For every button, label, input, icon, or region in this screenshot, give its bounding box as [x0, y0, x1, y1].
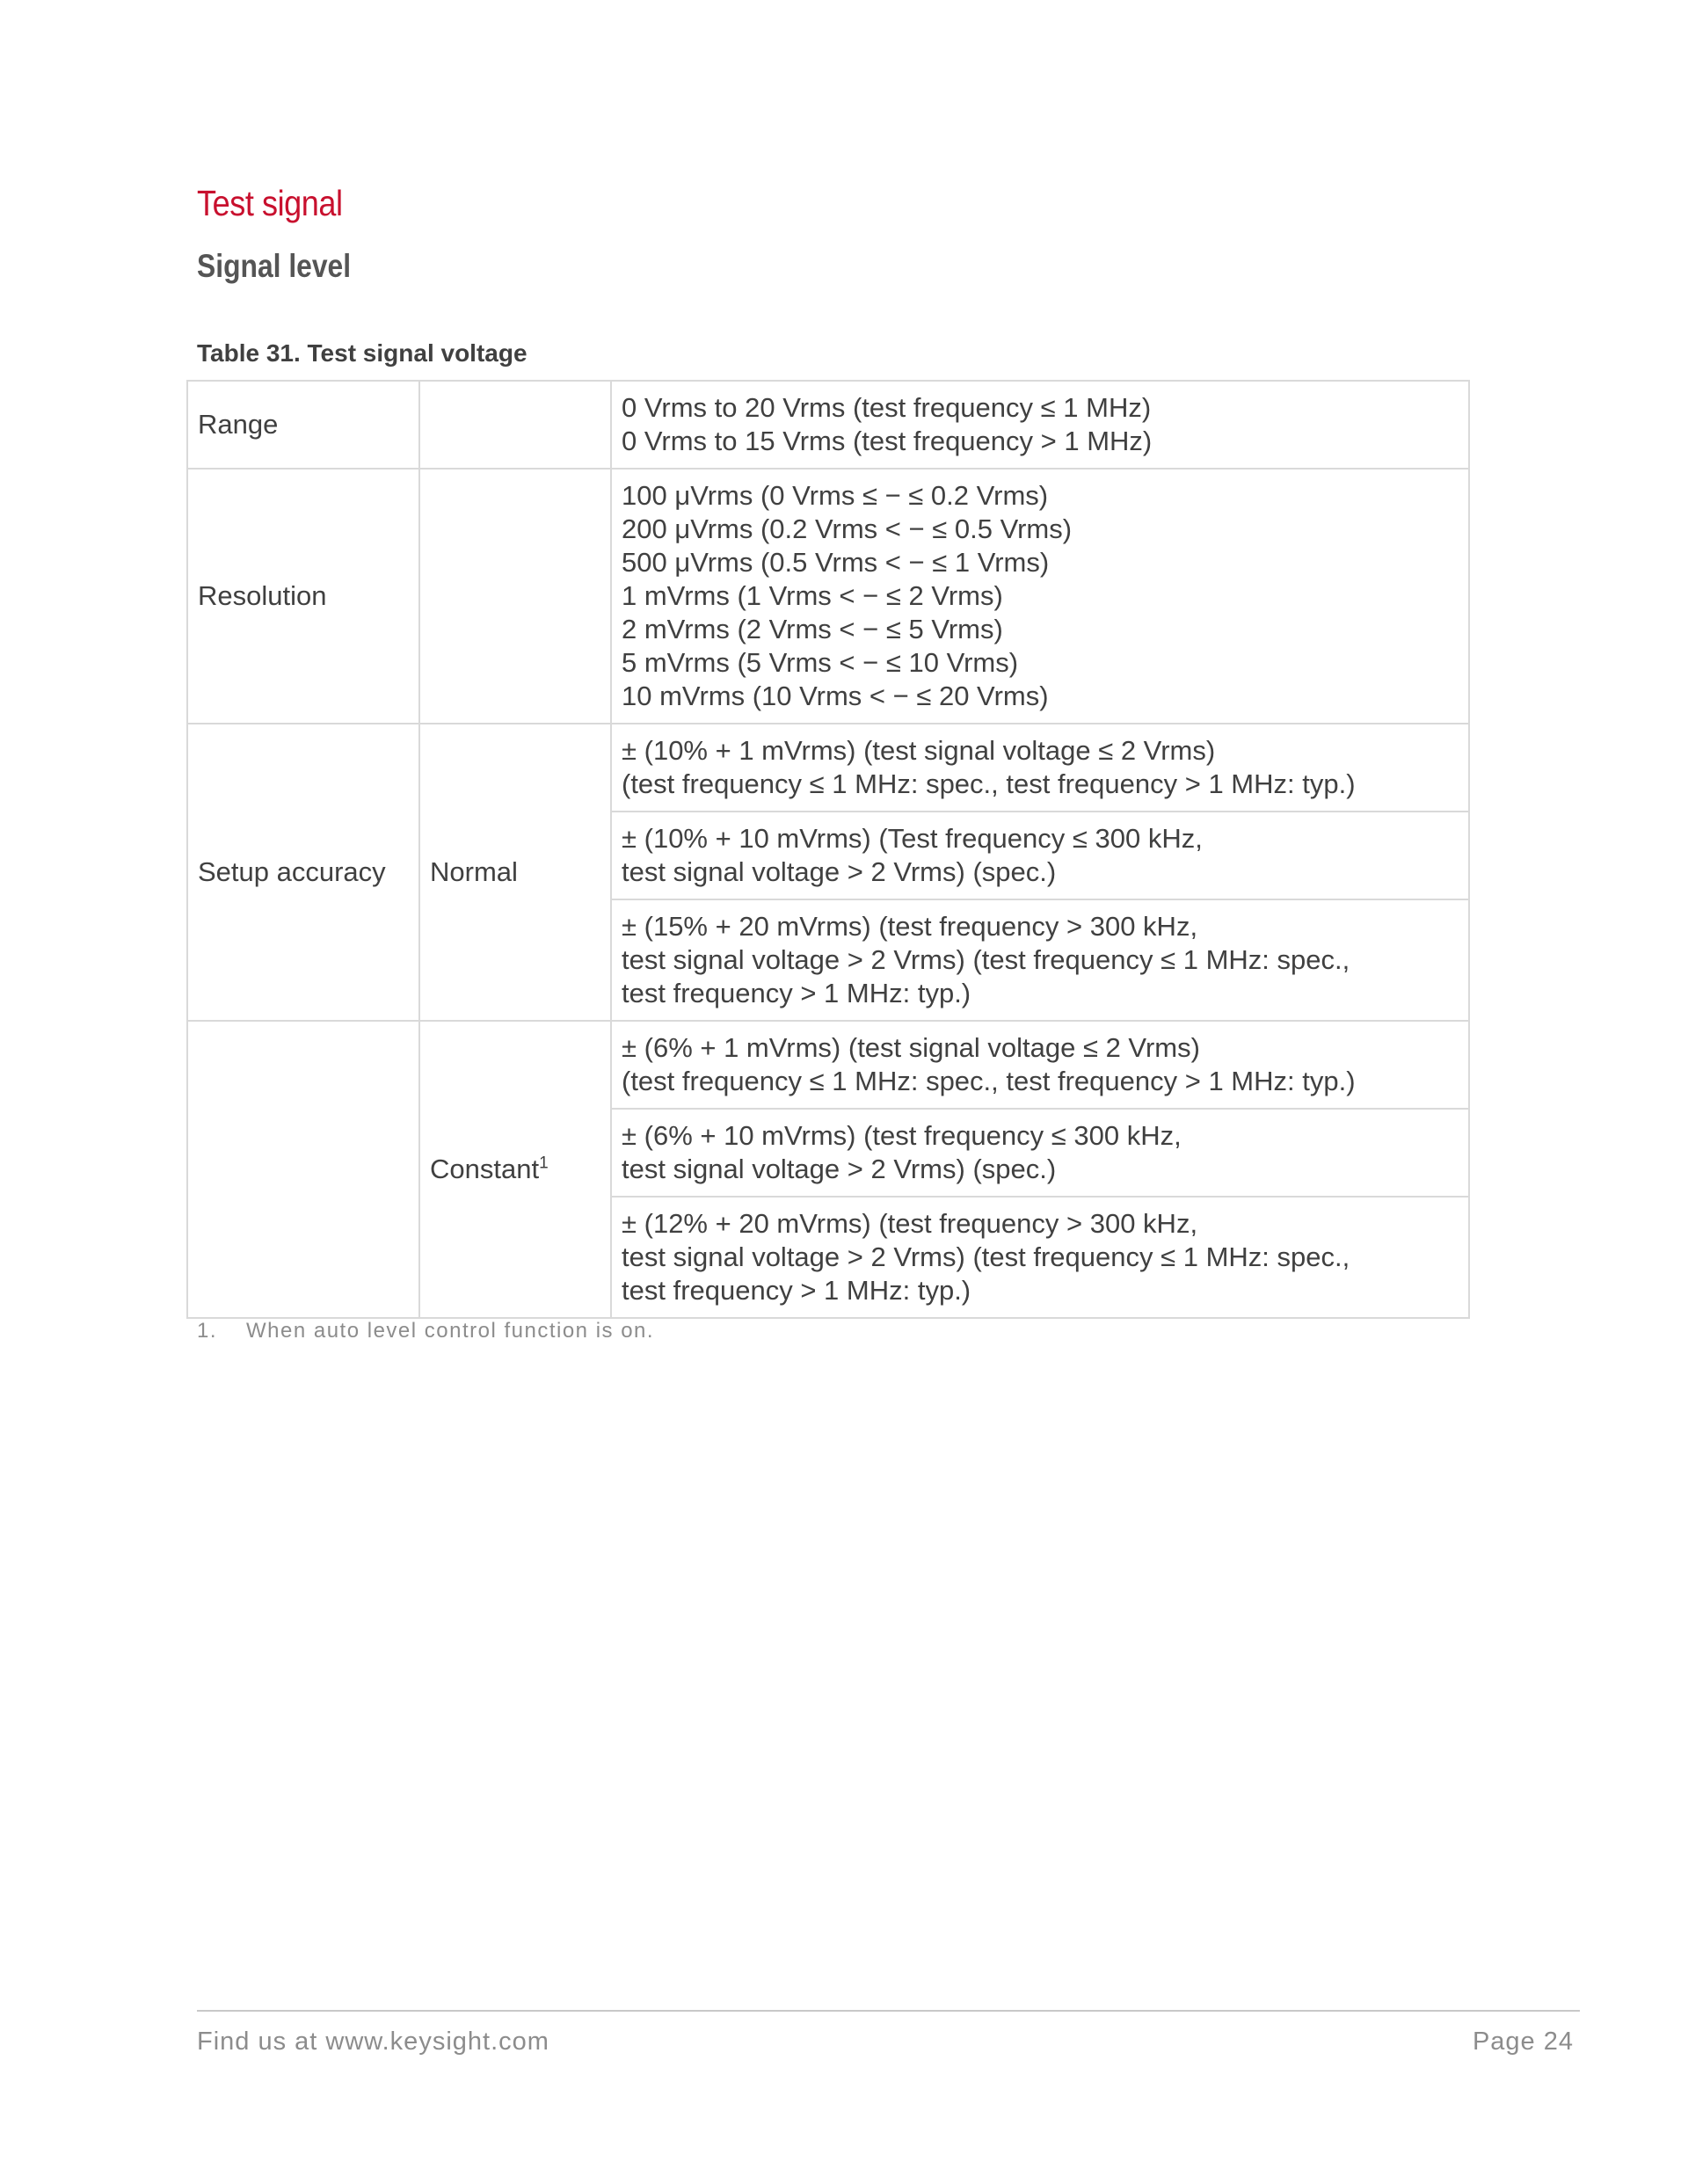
resolution-value: 200 μVrms (0.2 Vrms < − ≤ 0.5 Vrms) — [622, 513, 1073, 544]
constant-mode-label — [419, 1021, 611, 1318]
footnote-mark: 1 — [539, 1154, 549, 1173]
footnote-number: 1. — [197, 1319, 218, 1343]
normal-accuracy-cell — [611, 812, 1469, 899]
subsection-title: Signal level — [197, 248, 352, 284]
table-row — [187, 381, 1469, 469]
table-row — [187, 469, 1469, 724]
normal-accuracy-cell — [611, 724, 1469, 812]
range-value: 0 Vrms to 15 Vrms (test frequency > 1 MHz) — [622, 426, 1153, 456]
resolution-value: 2 mVrms (2 Vrms < − ≤ 5 Vrms) — [622, 614, 1003, 644]
setup-accuracy-label: Setup accuracy — [187, 724, 419, 1021]
normal-accuracy-cell — [611, 899, 1469, 1021]
resolution-values — [611, 469, 1469, 724]
footer-website: Find us at www.keysight.com — [197, 2027, 549, 2056]
footnote-text: When auto level control function is on. — [246, 1319, 655, 1343]
accuracy-line: test signal voltage > 2 Vrms) (test frequency ≤ 1 MHz: spec., — [622, 1241, 1350, 1272]
accuracy-line: test signal voltage > 2 Vrms) (spec.) — [622, 856, 1057, 887]
accuracy-line: ± (6% + 10 mVrms) (test frequency ≤ 300 kHz, — [622, 1120, 1182, 1151]
table-footnote — [197, 1319, 654, 1343]
section-title: Test signal — [197, 183, 343, 223]
accuracy-line: test signal voltage > 2 Vrms) (spec.) — [622, 1154, 1057, 1184]
range-values — [611, 381, 1469, 469]
table-row — [187, 1021, 1469, 1109]
range-label: Range — [187, 381, 419, 469]
test-signal-voltage-table — [186, 380, 1470, 1319]
accuracy-line: test frequency > 1 MHz: typ.) — [622, 978, 971, 1008]
setup-accuracy-empty-cell — [187, 1021, 419, 1318]
table-caption: Table 31. Test signal voltage — [197, 339, 528, 367]
resolution-value: 100 μVrms (0 Vrms ≤ − ≤ 0.2 Vrms) — [622, 480, 1049, 511]
footer-page-number: Page 24 — [1472, 2027, 1574, 2056]
resolution-value: 500 μVrms (0.5 Vrms < − ≤ 1 Vrms) — [622, 547, 1050, 578]
normal-mode-label: Normal — [419, 724, 611, 1021]
accuracy-line: (test frequency ≤ 1 MHz: spec., test frequency > 1 MHz: typ.) — [622, 1066, 1356, 1096]
constant-accuracy-cell — [611, 1197, 1469, 1318]
constant-accuracy-cell — [611, 1021, 1469, 1109]
accuracy-line: test signal voltage > 2 Vrms) (test frequency ≤ 1 MHz: spec., — [622, 944, 1350, 975]
resolution-value: 5 mVrms (5 Vrms < − ≤ 10 Vrms) — [622, 647, 1019, 678]
resolution-value: 1 mVrms (1 Vrms < − ≤ 2 Vrms) — [622, 580, 1003, 611]
accuracy-line: (test frequency ≤ 1 MHz: spec., test frequency > 1 MHz: typ.) — [622, 768, 1356, 799]
range-value: 0 Vrms to 20 Vrms (test frequency ≤ 1 MHz) — [622, 392, 1152, 423]
constant-accuracy-cell — [611, 1109, 1469, 1197]
accuracy-line: ± (10% + 1 mVrms) (test signal voltage ≤ 2 Vrms) — [622, 735, 1216, 766]
resolution-value: 10 mVrms (10 Vrms < − ≤ 20 Vrms) — [622, 681, 1049, 711]
constant-label-text: Constant — [430, 1154, 540, 1184]
footer-divider — [197, 2010, 1580, 2012]
accuracy-line: ± (10% + 10 mVrms) (Test frequency ≤ 300 kHz, — [622, 823, 1203, 854]
accuracy-line: ± (15% + 20 mVrms) (test frequency > 300 kHz, — [622, 911, 1198, 942]
resolution-empty-cell — [419, 469, 611, 724]
accuracy-line: ± (12% + 20 mVrms) (test frequency > 300 kHz, — [622, 1208, 1198, 1239]
accuracy-line: test frequency > 1 MHz: typ.) — [622, 1275, 971, 1306]
accuracy-line: ± (6% + 1 mVrms) (test signal voltage ≤ 2 Vrms) — [622, 1032, 1200, 1063]
table-row — [187, 724, 1469, 812]
resolution-label: Resolution — [187, 469, 419, 724]
range-empty-cell — [419, 381, 611, 469]
